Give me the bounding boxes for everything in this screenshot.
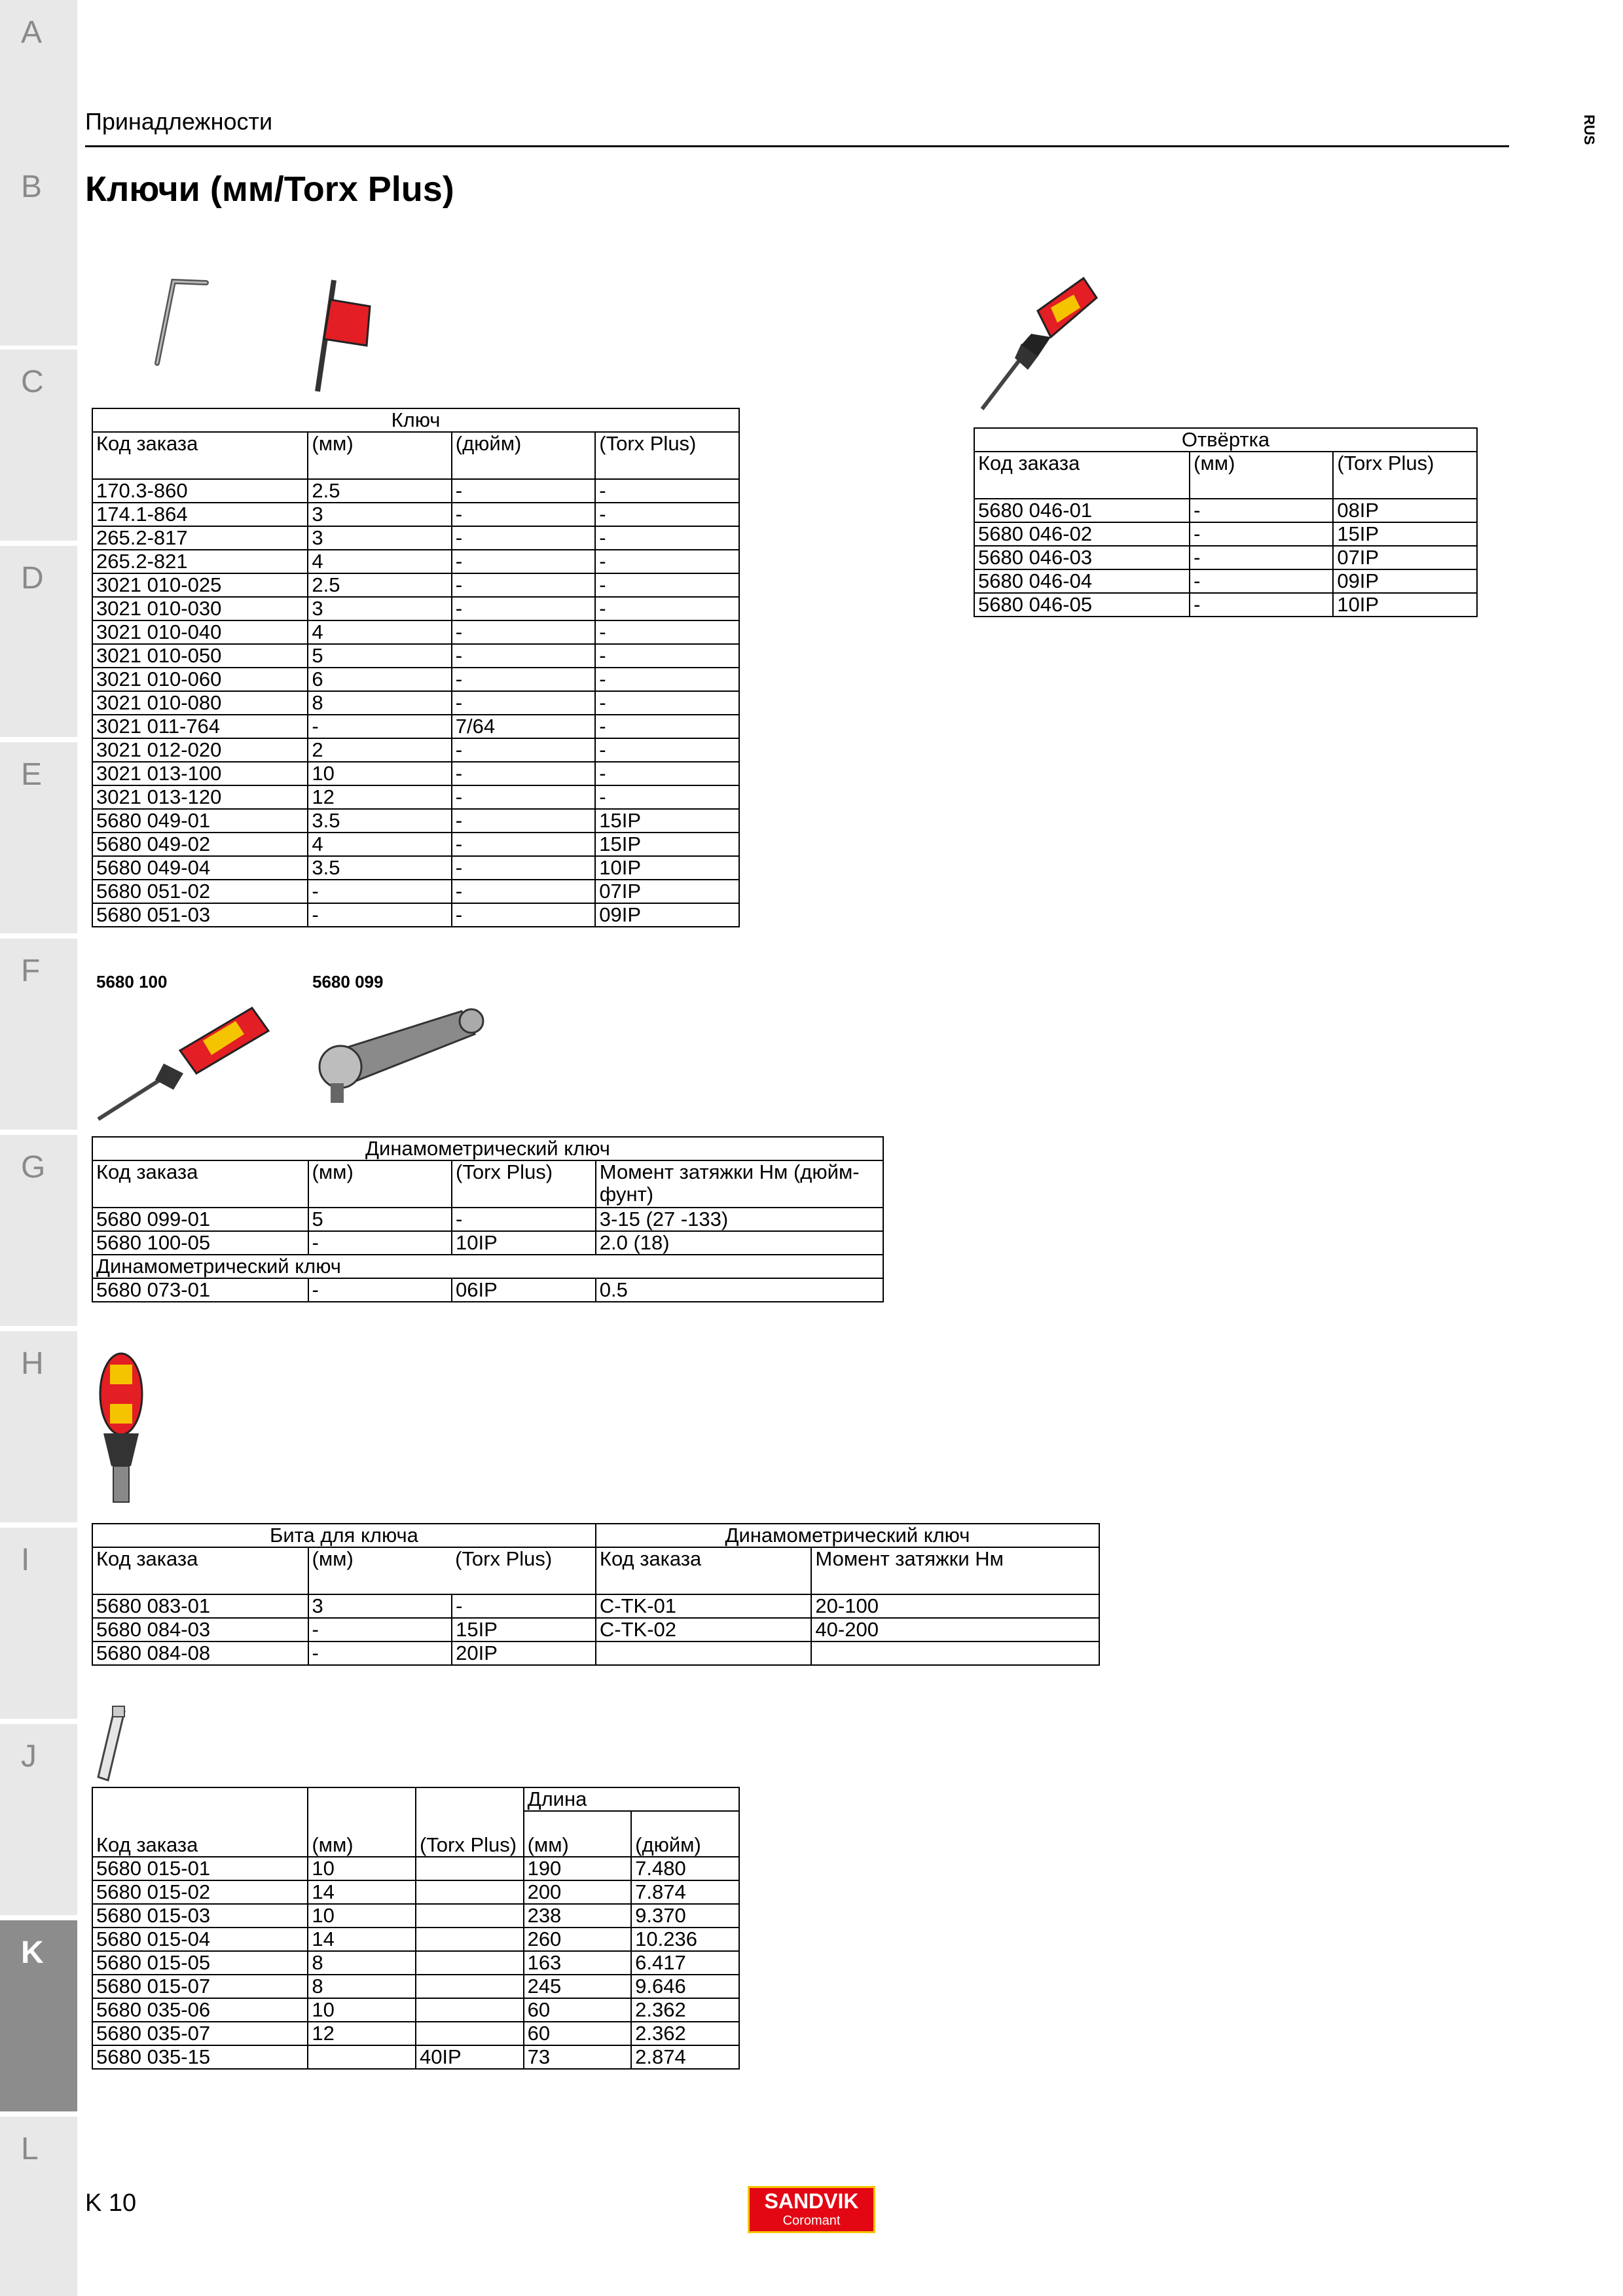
table-cell: 5680 084-03 <box>92 1618 308 1641</box>
table-cell: 08IP <box>1333 499 1477 522</box>
table-cell: - <box>595 573 739 597</box>
column-header: (мм) <box>308 1160 452 1208</box>
table-cell <box>811 1641 1099 1665</box>
table-row <box>92 1904 739 1928</box>
table-cell: - <box>452 620 596 644</box>
table-cell: 170.3-860 <box>92 479 308 503</box>
length-group-header: Длина <box>524 1787 739 1811</box>
column-header: Код заказа <box>92 1160 308 1208</box>
table-cell: 10 <box>308 1904 416 1928</box>
column-header: (Torx Plus) <box>452 1160 596 1208</box>
table-cell: 163 <box>524 1951 632 1975</box>
table-cell: 10IP <box>1333 593 1477 617</box>
table-cell: 5680 015-01 <box>92 1857 308 1880</box>
table-cell <box>416 1928 524 1951</box>
table-cell: - <box>595 715 739 738</box>
table-row <box>92 1641 1099 1665</box>
table-cell: 8 <box>308 691 451 715</box>
column-header: (Torx Plus) <box>452 1547 596 1594</box>
table-cell: - <box>595 550 739 573</box>
torx-flag-key-image <box>304 274 383 398</box>
table-cell: - <box>595 526 739 550</box>
table-cell: 4 <box>308 620 451 644</box>
table-cell: 2.362 <box>631 1998 739 2022</box>
table-cell: 60 <box>524 2022 632 2045</box>
table-cell: - <box>308 715 451 738</box>
product-label-5680-100: 5680 100 <box>96 972 168 992</box>
tab-h[interactable]: H <box>0 1331 77 1522</box>
table-cell: 200 <box>524 1880 632 1904</box>
table-cell: 10 <box>308 1998 416 2022</box>
table-cell: 5 <box>308 1208 452 1231</box>
table-row <box>92 1880 739 1904</box>
table-cell <box>416 1857 524 1880</box>
table-cell: 5680 046-05 <box>974 593 1190 617</box>
table-cell: 5680 049-02 <box>92 833 308 856</box>
table-cell: - <box>452 880 596 903</box>
table-cell: - <box>1190 569 1333 593</box>
table-cell: 3 <box>308 1594 452 1618</box>
table-cell: 245 <box>524 1975 632 1998</box>
table-cell: - <box>308 903 451 927</box>
table-row <box>92 1998 739 2022</box>
table-row <box>92 1618 1099 1641</box>
screwdriver-table <box>974 427 1478 617</box>
column-header: (мм) <box>308 432 451 479</box>
table-cell: 5680 084-08 <box>92 1641 308 1665</box>
tab-e[interactable]: E <box>0 742 77 933</box>
table-cell: 3021 013-100 <box>92 762 308 785</box>
torque-rows <box>92 1208 883 1255</box>
extensions-table <box>92 1787 740 2070</box>
table-row <box>92 903 739 927</box>
table-cell: - <box>452 668 596 691</box>
table-row <box>92 833 739 856</box>
torque-table <box>92 1136 884 1302</box>
table-cell: - <box>452 526 596 550</box>
keys-rows <box>92 479 739 927</box>
page-number: K 10 <box>85 2189 137 2217</box>
table-cell: 14 <box>308 1880 416 1904</box>
table-row <box>92 644 739 668</box>
table-cell: 60 <box>524 1998 632 2022</box>
keys-caption: Ключ <box>92 408 739 432</box>
column-header: Код заказа <box>92 432 308 479</box>
table-cell: 6.417 <box>631 1951 739 1975</box>
table-cell: - <box>595 785 739 809</box>
table-cell: 2.5 <box>308 573 451 597</box>
product-label-5680-099: 5680 099 <box>312 972 384 992</box>
table-row <box>92 597 739 620</box>
tab-a[interactable]: A <box>0 0 77 191</box>
table-row <box>92 691 739 715</box>
table-cell: 3021 011-764 <box>92 715 308 738</box>
table-cell: 7/64 <box>452 715 596 738</box>
table-row <box>92 1975 739 1998</box>
table-cell: 5680 049-04 <box>92 856 308 880</box>
table-cell: - <box>595 620 739 644</box>
table-cell: 9.646 <box>631 1975 739 1998</box>
column-header: Код заказа <box>92 1547 308 1594</box>
table-cell: - <box>595 479 739 503</box>
table-cell: 5680 051-03 <box>92 903 308 927</box>
table-row <box>92 715 739 738</box>
bits-table <box>92 1523 1100 1666</box>
extensions-rows <box>92 1857 739 2069</box>
table-cell: 15IP <box>452 1618 596 1641</box>
table-cell: - <box>452 738 596 762</box>
tab-g[interactable]: G <box>0 1135 77 1326</box>
tab-b[interactable]: B <box>0 154 77 346</box>
table-cell: 4 <box>308 550 451 573</box>
table-row <box>92 1208 883 1231</box>
table-cell: 3 <box>308 503 451 526</box>
torque-screwdriver-image <box>95 1001 272 1122</box>
table-row <box>92 1857 739 1880</box>
table-cell: - <box>452 691 596 715</box>
column-header: Код заказа <box>596 1547 812 1594</box>
table-cell: 07IP <box>1333 546 1477 569</box>
table-cell: 265.2-817 <box>92 526 308 550</box>
screwdriver-rows <box>974 499 1477 617</box>
table-cell: 3.5 <box>308 809 451 833</box>
table-cell: - <box>452 550 596 573</box>
table-cell: 3021 013-120 <box>92 785 308 809</box>
table-cell: - <box>1190 546 1333 569</box>
sandvik-logo: SANDVIK Coromant <box>748 2186 875 2233</box>
table-cell: 5680 015-05 <box>92 1951 308 1975</box>
column-header: (мм) <box>524 1811 632 1857</box>
column-header: (мм) <box>308 1547 452 1594</box>
table-cell: 3021 010-025 <box>92 573 308 597</box>
column-header: Момент затяжки Нм (дюйм-фунт) <box>596 1160 883 1208</box>
column-header: Код заказа <box>92 1787 308 1857</box>
table-cell: 5680 035-06 <box>92 1998 308 2022</box>
table-cell: 5680 015-03 <box>92 1904 308 1928</box>
table-cell: 3021 012-020 <box>92 738 308 762</box>
table-cell: 8 <box>308 1951 416 1975</box>
torque-subcaption: Динамометрический ключ <box>92 1255 883 1278</box>
table-row <box>92 785 739 809</box>
table-row <box>92 668 739 691</box>
table-row <box>92 550 739 573</box>
table-cell: 5680 046-02 <box>974 522 1190 546</box>
table-row <box>92 1928 739 1951</box>
table-cell: 40IP <box>416 2045 524 2069</box>
table-cell: 10IP <box>595 856 739 880</box>
tab-k[interactable]: K <box>0 1920 77 2111</box>
table-cell: - <box>308 1278 452 1302</box>
hex-key-image <box>147 275 219 373</box>
table-cell: 4 <box>308 833 451 856</box>
torque-caption: Динамометрический ключ <box>92 1137 883 1160</box>
column-header: (мм) <box>1190 452 1333 499</box>
bit-holder-image <box>92 1348 151 1512</box>
table-row <box>92 503 739 526</box>
table-cell: - <box>595 597 739 620</box>
table-cell: 20-100 <box>811 1594 1099 1618</box>
table-cell: 5680 073-01 <box>92 1278 308 1302</box>
table-cell: - <box>595 738 739 762</box>
table-cell <box>416 1904 524 1928</box>
table-cell: 5680 015-07 <box>92 1975 308 1998</box>
table-cell: 15IP <box>595 809 739 833</box>
table-cell: 174.1-864 <box>92 503 308 526</box>
table-row <box>92 2022 739 2045</box>
table-cell: - <box>452 479 596 503</box>
table-cell: 238 <box>524 1904 632 1928</box>
table-cell: 5680 083-01 <box>92 1594 308 1618</box>
table-row <box>92 1951 739 1975</box>
keys-table <box>92 408 740 927</box>
table-cell: 5680 099-01 <box>92 1208 308 1231</box>
tab-i[interactable]: I <box>0 1528 77 1719</box>
table-cell <box>416 1880 524 1904</box>
bits-rows <box>92 1594 1099 1665</box>
table-cell: - <box>308 1231 452 1255</box>
extension-image <box>92 1705 131 1784</box>
table-cell: 09IP <box>595 903 739 927</box>
table-cell: - <box>452 597 596 620</box>
table-cell: 07IP <box>595 880 739 903</box>
tab-f[interactable]: F <box>0 939 77 1130</box>
table-cell: 5 <box>308 644 451 668</box>
table-cell: 12 <box>308 2022 416 2045</box>
table-cell: - <box>595 691 739 715</box>
table-cell <box>416 1951 524 1975</box>
table-row <box>92 809 739 833</box>
table-row <box>92 2045 739 2069</box>
table-cell <box>596 1641 812 1665</box>
table-cell: 09IP <box>1333 569 1477 593</box>
table-cell: 5680 035-15 <box>92 2045 308 2069</box>
table-cell: - <box>452 809 596 833</box>
table-cell: 3021 010-040 <box>92 620 308 644</box>
table-cell: 8 <box>308 1975 416 1998</box>
column-header: (Torx Plus) <box>1333 452 1477 499</box>
table-cell: 5680 049-01 <box>92 809 308 833</box>
table-cell: - <box>308 880 451 903</box>
table-cell: 3021 010-050 <box>92 644 308 668</box>
table-cell: 5680 046-01 <box>974 499 1190 522</box>
table-cell: 2.0 (18) <box>596 1231 883 1255</box>
table-row <box>92 573 739 597</box>
table-cell: - <box>595 644 739 668</box>
table-row <box>92 856 739 880</box>
table-cell: 5680 051-02 <box>92 880 308 903</box>
table-cell: 2.874 <box>631 2045 739 2069</box>
table-row <box>92 479 739 503</box>
column-header: Код заказа <box>974 452 1190 499</box>
header-divider <box>85 145 1509 147</box>
table-cell: - <box>595 668 739 691</box>
table-cell: 2 <box>308 738 451 762</box>
column-header: (дюйм) <box>631 1811 739 1857</box>
table-cell: 3021 010-060 <box>92 668 308 691</box>
table-row <box>92 762 739 785</box>
table-cell: - <box>595 503 739 526</box>
table-cell: - <box>1190 593 1333 617</box>
table-row <box>92 1231 883 1255</box>
table-cell <box>416 1975 524 1998</box>
table-cell: - <box>308 1618 452 1641</box>
table-row <box>974 593 1477 617</box>
table-cell: - <box>595 762 739 785</box>
screwdriver-image <box>976 272 1100 416</box>
table-cell: 3 <box>308 597 451 620</box>
table-cell: 5680 015-02 <box>92 1880 308 1904</box>
table-cell: C-TK-01 <box>596 1594 812 1618</box>
column-header: (дюйм) <box>452 432 596 479</box>
table-cell: 73 <box>524 2045 632 2069</box>
table-cell: 2.5 <box>308 479 451 503</box>
tab-l[interactable]: L <box>0 2117 77 2296</box>
column-header: (Torx Plus) <box>416 1787 524 1857</box>
table-cell: 10IP <box>452 1231 596 1255</box>
page-title: Ключи (мм/Torx Plus) <box>85 170 454 209</box>
table-cell: 06IP <box>452 1278 596 1302</box>
table-cell: 5680 100-05 <box>92 1231 308 1255</box>
table-row <box>974 499 1477 522</box>
table-cell: 3021 010-080 <box>92 691 308 715</box>
table-row <box>92 620 739 644</box>
table-cell: 3.5 <box>308 856 451 880</box>
table-cell: - <box>452 573 596 597</box>
table-row <box>974 522 1477 546</box>
table-cell: 5680 046-04 <box>974 569 1190 593</box>
table-cell: - <box>452 903 596 927</box>
table-cell: 2.362 <box>631 2022 739 2045</box>
table-row <box>92 526 739 550</box>
column-header: (Torx Plus) <box>595 432 739 479</box>
table-cell: 7.874 <box>631 1880 739 1904</box>
screwdriver-caption: Отвёртка <box>974 428 1477 452</box>
table-cell <box>416 2022 524 2045</box>
table-cell: - <box>452 762 596 785</box>
table-cell: 265.2-821 <box>92 550 308 573</box>
table-cell: 14 <box>308 1928 416 1951</box>
table-cell: - <box>452 644 596 668</box>
table-cell: 3021 010-030 <box>92 597 308 620</box>
table-cell: 10 <box>308 1857 416 1880</box>
table-cell: 5680 035-07 <box>92 2022 308 2045</box>
table-cell: 9.370 <box>631 1904 739 1928</box>
column-header: Момент затяжки Нм <box>811 1547 1099 1594</box>
table-row <box>92 738 739 762</box>
table-row <box>974 569 1477 593</box>
column-header: (мм) <box>308 1787 416 1857</box>
table-cell: 5680 046-03 <box>974 546 1190 569</box>
tab-j[interactable]: J <box>0 1724 77 1915</box>
table-cell: - <box>452 833 596 856</box>
table-cell: 20IP <box>452 1641 596 1665</box>
table-cell: 190 <box>524 1857 632 1880</box>
table-cell: 260 <box>524 1928 632 1951</box>
tab-c[interactable]: C <box>0 350 77 541</box>
torque-rows-2 <box>92 1278 883 1302</box>
table-cell: - <box>452 856 596 880</box>
table-cell: - <box>452 1594 596 1618</box>
section-header: Принадлежности <box>85 108 273 135</box>
table-cell: 40-200 <box>811 1618 1099 1641</box>
torque-wrench-caption: Динамометрический ключ <box>596 1524 1099 1547</box>
table-cell: 15IP <box>1333 522 1477 546</box>
table-row <box>92 1278 883 1302</box>
table-cell: C-TK-02 <box>596 1618 812 1641</box>
table-cell: 12 <box>308 785 451 809</box>
table-cell: - <box>1190 499 1333 522</box>
tab-d[interactable]: D <box>0 546 77 737</box>
table-row <box>974 546 1477 569</box>
torque-wrench-image <box>311 1005 488 1109</box>
table-cell: - <box>452 503 596 526</box>
table-cell: 15IP <box>595 833 739 856</box>
table-cell: 6 <box>308 668 451 691</box>
table-cell: 0.5 <box>596 1278 883 1302</box>
table-cell: 10 <box>308 762 451 785</box>
table-cell: - <box>452 1208 596 1231</box>
section-sidebar <box>0 0 77 2296</box>
table-cell: 5680 015-04 <box>92 1928 308 1951</box>
bits-caption: Бита для ключа <box>92 1524 596 1547</box>
language-code: RUS <box>1581 115 1597 145</box>
table-cell: - <box>1190 522 1333 546</box>
table-cell: 10.236 <box>631 1928 739 1951</box>
table-row <box>92 1594 1099 1618</box>
table-cell: 3-15 (27 -133) <box>596 1208 883 1231</box>
table-row <box>92 880 739 903</box>
table-cell <box>308 2045 416 2069</box>
table-cell: 7.480 <box>631 1857 739 1880</box>
table-cell: - <box>308 1641 452 1665</box>
table-cell: 3 <box>308 526 451 550</box>
table-cell <box>416 1998 524 2022</box>
table-cell: - <box>452 785 596 809</box>
